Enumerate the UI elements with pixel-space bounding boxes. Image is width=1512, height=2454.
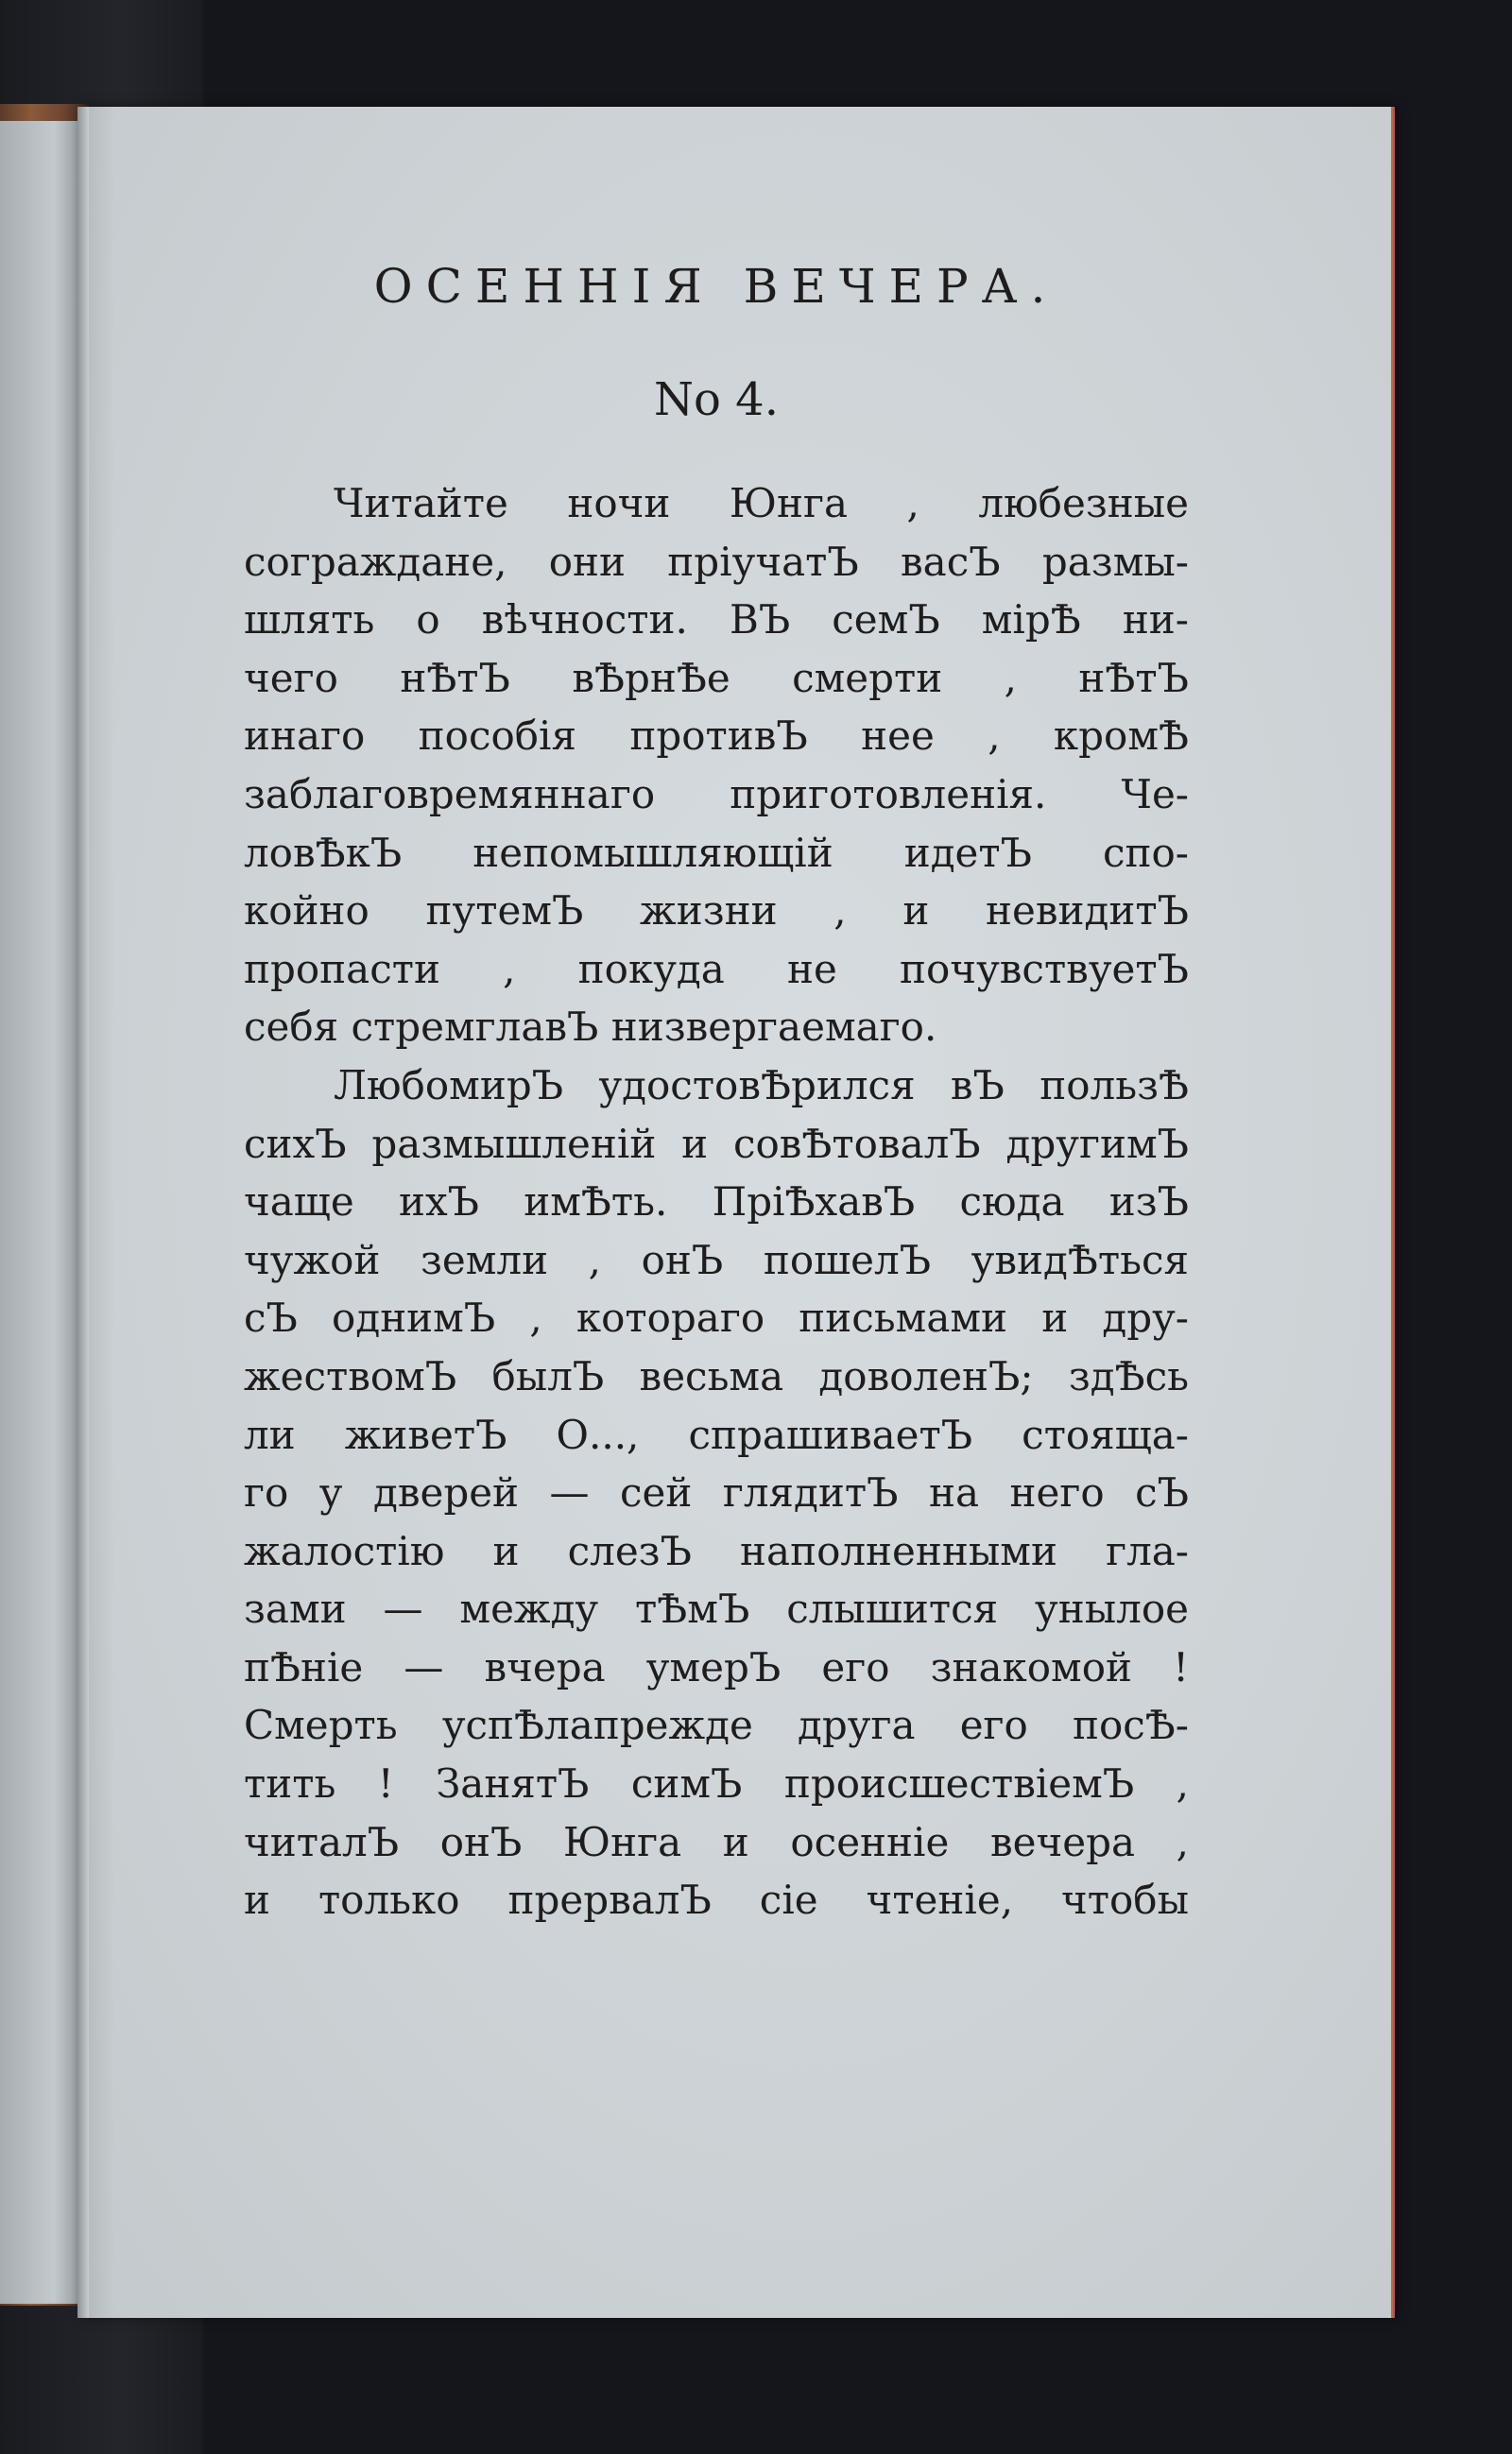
text-line: жествомЪ былЪ весьма доволенЪ; здѢсь: [244, 1352, 1189, 1399]
paragraph-2: [244, 1056, 1189, 1930]
text-line: тить ! ЗанятЪ симЪ происшествіемЪ ,: [244, 1760, 1189, 1808]
text-line: пропасти , покуда не почувствуетЪ: [244, 945, 1189, 992]
text-line: сЪ однимЪ , котораго письмами и дру-: [244, 1295, 1189, 1342]
text-line: инаго пособія противЪ нее , кромѢ: [244, 712, 1189, 760]
text-line: шлять о вѣчности. ВЪ семЪ мірѢ ни-: [244, 596, 1189, 644]
text-line: зами — между тѢмЪ слышится унылое: [244, 1586, 1189, 1633]
text-line: сихЪ размышленій и совѢтовалЪ другимЪ: [244, 1120, 1189, 1167]
text-line: и только прервалЪ сіе чтеніе, чтобы: [244, 1877, 1189, 1924]
text-line: пѢніе — вчера умерЪ его знакомой !: [244, 1643, 1189, 1690]
text-line: себя стремглавЪ низвергаемаго.: [244, 1004, 937, 1051]
text-line: койно путемЪ жизни , и невидитЪ: [244, 887, 1189, 935]
text-line: го у дверей — сей глядитЪ на него сЪ: [244, 1469, 1189, 1517]
text-line: ли живетЪ О..., спрашиваетЪ стояща-: [244, 1411, 1189, 1458]
text-line: жалостію и слезЪ наполненными гла-: [244, 1527, 1189, 1574]
text-line: сограждане, они пріучатЪ васЪ размы-: [244, 538, 1189, 585]
page-gutter: [77, 107, 89, 2318]
page-text: [244, 253, 1189, 1930]
text-line: Читайте ночи Юнга , любезные: [334, 480, 1189, 526]
text-line: Смерть успѢлапрежде друга его посѢ-: [244, 1702, 1189, 1749]
text-line: чужой земли , онЪ пошелЪ увидѢться: [244, 1236, 1189, 1283]
facing-page-edge: [0, 121, 77, 2304]
text-line: заблаговремяннаго приготовленія. Че-: [244, 770, 1189, 817]
text-line: читалЪ онЪ Юнга и осенніе вечера ,: [244, 1818, 1189, 1865]
issue-number: No 4.: [654, 373, 779, 426]
page-title: ОСЕННІЯ ВЕЧЕРА.: [373, 259, 1059, 314]
text-line: ЛюбомирЪ удостовѢрился вЪ пользѢ: [334, 1061, 1189, 1108]
paragraph-1: [244, 474, 1189, 1056]
text-line: чего нѢтЪ вѢрнѢе смерти , нѢтЪ: [244, 654, 1189, 701]
text-line: чаще ихЪ имѢть. ПріѢхавЪ сюда изЪ: [244, 1178, 1189, 1226]
text-line: ловѢкЪ непомышляющій идетЪ спо-: [244, 829, 1189, 876]
